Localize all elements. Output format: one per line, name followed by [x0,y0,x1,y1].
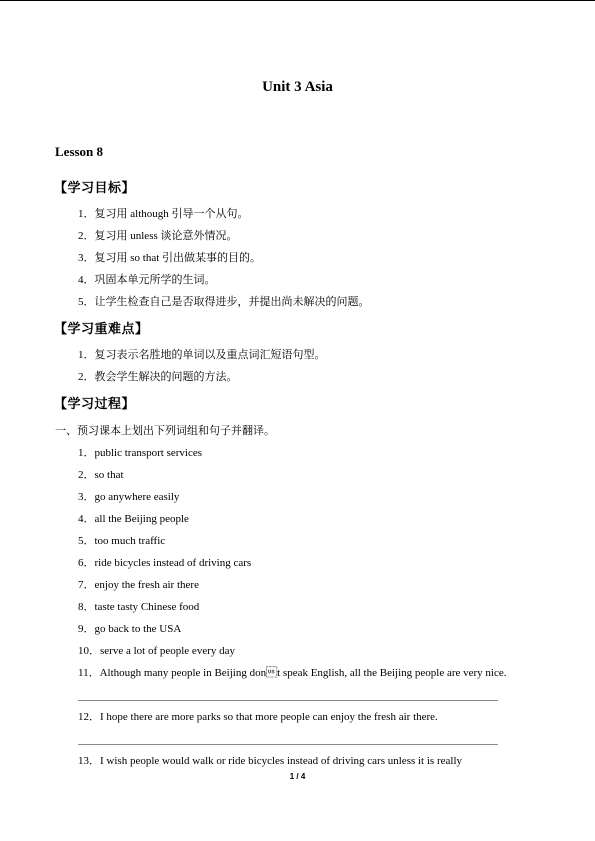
sentence-item: 12．I hope there are more parks so that more people can enjoy the fresh air there. [78,711,438,723]
objectives-heading: 【学习目标】 [54,181,136,196]
answer-line [78,700,498,701]
answer-line [78,744,498,745]
phrase-item: 7．enjoy the fresh air there [78,579,199,591]
phrase-item: 8．taste tasty Chinese food [78,601,200,613]
sentence-item: 11．Although many people in Beijing don t speak English, all the Beijing people are very nice. [78,667,507,679]
objective-item: 2．复习用 unless 谈论意外情况。 [78,230,238,242]
objective-item: 5．让学生检查自己是否取得进步，并提出尚未解决的问题。 [78,296,370,308]
phrase-item: 4．all the Beijing people [78,513,189,525]
objective-item: 3．复习用 so that 引出做某事的目的。 [78,252,262,264]
key-point-item: 2．教会学生解决的问题的方法。 [78,371,238,383]
phrase-item: 5．too much traffic [78,535,166,547]
key-points-heading: 【学习重难点】 [54,322,149,337]
phrase-item: 2．so that [78,469,124,481]
phrase-item: 1．public transport services [78,447,203,459]
sentence-item: 13．I wish people would walk or ride bicycles instead of driving cars unless it is really [78,755,462,767]
process-intro: 一、预习课本上划出下列词组和句子并翻译。 [55,425,275,437]
top-rule [0,0,595,1]
page-number: 1 / 4 [289,772,306,781]
key-point-item: 1．复习表示名胜地的单词以及重点词汇短语句型。 [78,349,326,361]
process-heading: 【学习过程】 [54,397,136,412]
objective-item: 4．巩固本单元所学的生词。 [78,274,216,286]
phrase-item: 6．ride bicycles instead of driving cars [78,557,252,569]
phrase-item: 10．serve a lot of people every day [78,645,235,657]
lesson-heading: Lesson 8 [55,144,104,159]
phrase-item: 3．go anywhere easily [78,491,180,503]
document-title: Unit 3 Asia [262,79,333,95]
objective-item: 1．复习用 although 引导一个从句。 [78,208,249,220]
phrase-item: 9．go back to the USA [78,623,182,635]
